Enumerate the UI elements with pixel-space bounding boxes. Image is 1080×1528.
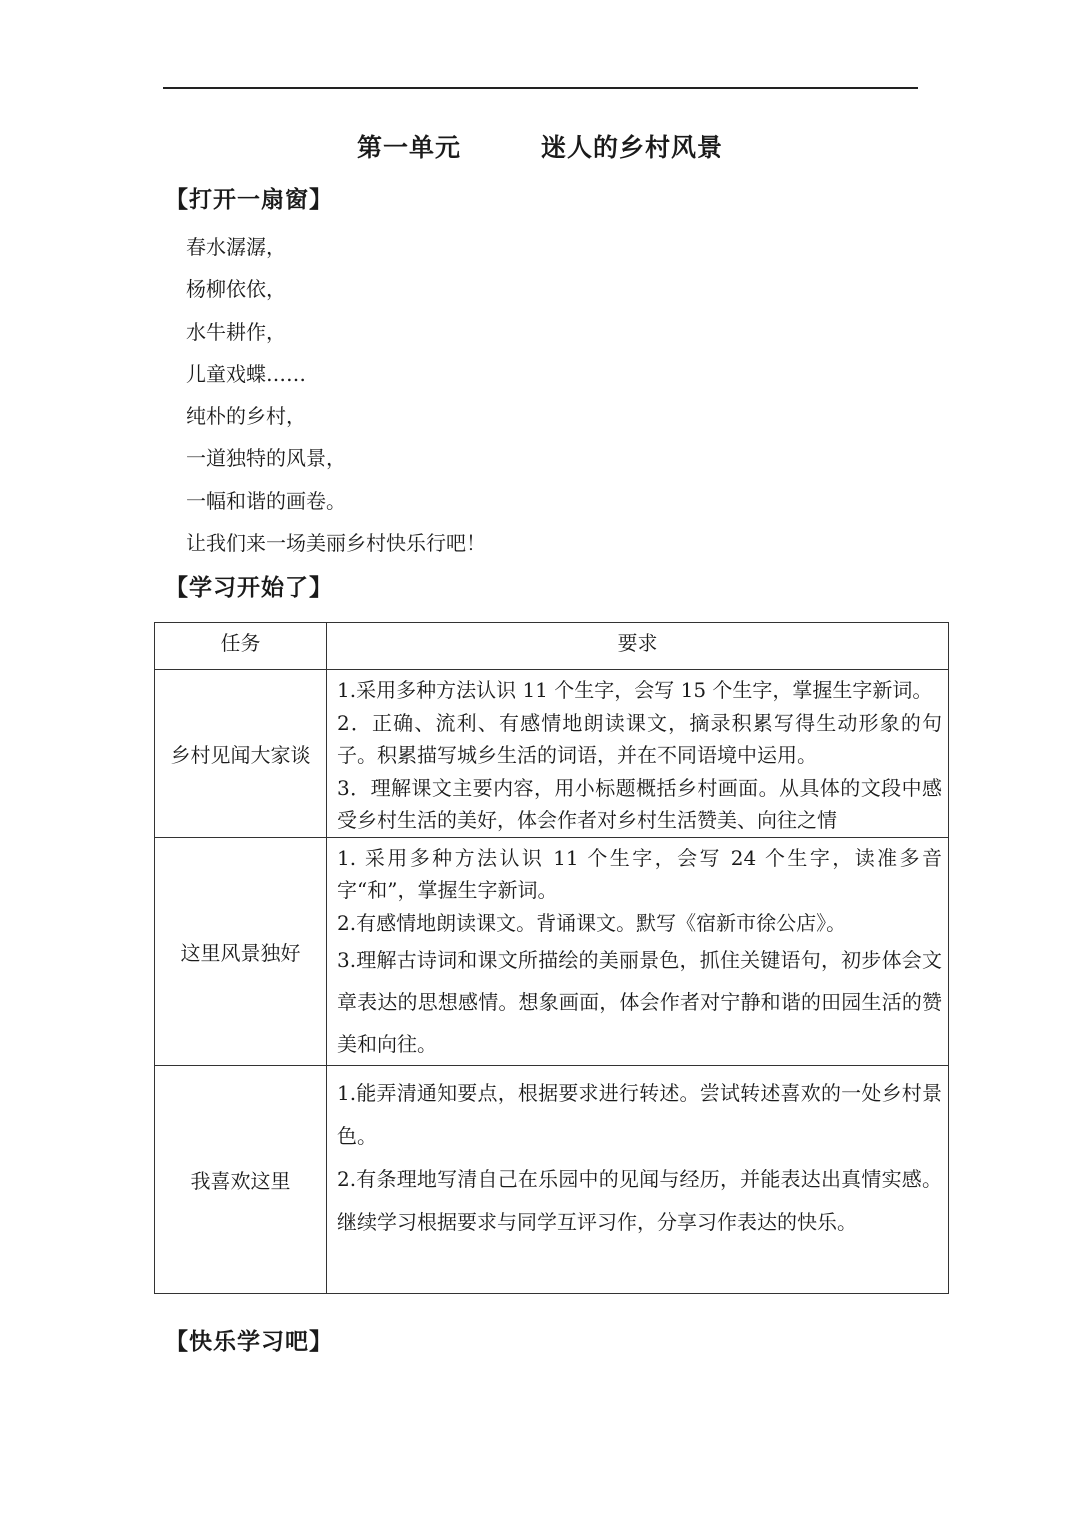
poem-line: 纯朴的乡村， bbox=[186, 404, 306, 429]
table-row bbox=[155, 1066, 949, 1294]
requirement-item: 1.采用多种方法认识 11 个生字，会写 15 个生字，掌握生字新词。 bbox=[337, 678, 933, 702]
requirement-item: 3.理解古诗词和课文所描绘的美丽景色，抓住关键语句，初步体会文章表达的思想感情。想象画面，体会作者对宁静和谐的田园生活的赞美和向往。 bbox=[337, 948, 942, 1056]
section-heading-open-window: 【打开一扇窗】 bbox=[165, 187, 333, 213]
requirement-item: 1. 采用多种方法认识 11 个生字，会写 24 个生字，读准多音字“和”，掌握生字新词。 bbox=[337, 845, 942, 902]
poem-line: 水牛耕作， bbox=[186, 319, 286, 344]
requirement-item: 2．正确、流利、有感情地朗读课文，摘录积累写得生动形象的句子。积累描写城乡生活的词语，并在不同语境中运用。 bbox=[337, 710, 942, 767]
poem-line: 一道独特的风景， bbox=[186, 446, 346, 471]
poem-line: 杨柳依依， bbox=[186, 277, 286, 302]
unit-label: 第一单元 bbox=[356, 133, 461, 162]
header-requirement: 要求 bbox=[327, 623, 949, 670]
poem-line: 儿童戏蝶…… bbox=[186, 361, 306, 386]
table-row bbox=[155, 670, 949, 838]
requirement-cell bbox=[327, 837, 949, 1066]
task-cell: 我喜欢这里 bbox=[155, 1066, 327, 1294]
header-rule bbox=[163, 87, 918, 89]
unit-name: 迷人的乡村风景 bbox=[541, 133, 724, 162]
requirement-item: 1.能弄清通知要点，根据要求进行转述。尝试转述喜欢的一处乡村景色。 bbox=[337, 1081, 942, 1148]
header-task: 任务 bbox=[155, 623, 327, 670]
requirement-cell bbox=[327, 670, 949, 838]
task-table bbox=[154, 622, 949, 1294]
poem-line: 春水潺潺， bbox=[186, 235, 286, 259]
table-header-row bbox=[155, 623, 949, 670]
section-heading-start-learning: 【学习开始了】 bbox=[165, 575, 333, 601]
section-heading-happy-learning: 【快乐学习吧】 bbox=[165, 1329, 333, 1355]
poem-line: 一幅和谐的画卷。 bbox=[186, 488, 346, 513]
requirement-item: 2.有条理地写清自己在乐园中的见闻与经历，并能表达出真情实感。继续学习根据要求与同学互评习作，分享习作表达的快乐。 bbox=[337, 1167, 942, 1234]
poem bbox=[186, 226, 486, 564]
poem-line: 让我们来一场美丽乡村快乐行吧！ bbox=[186, 531, 486, 556]
requirement-item: 2.有感情地朗读课文。背诵课文。默写《宿新市徐公店》。 bbox=[337, 910, 847, 935]
requirement-cell bbox=[327, 1066, 949, 1294]
table-row bbox=[155, 837, 949, 1066]
page-title bbox=[0, 128, 1080, 164]
task-cell: 这里风景独好 bbox=[155, 837, 327, 1066]
requirement-item: 3．理解课文主要内容，用小标题概括乡村画面。从具体的文段中感受乡村生活的美好，体会作者对乡村生活赞美、向往之情 bbox=[337, 775, 942, 832]
task-cell: 乡村见闻大家谈 bbox=[155, 670, 327, 838]
